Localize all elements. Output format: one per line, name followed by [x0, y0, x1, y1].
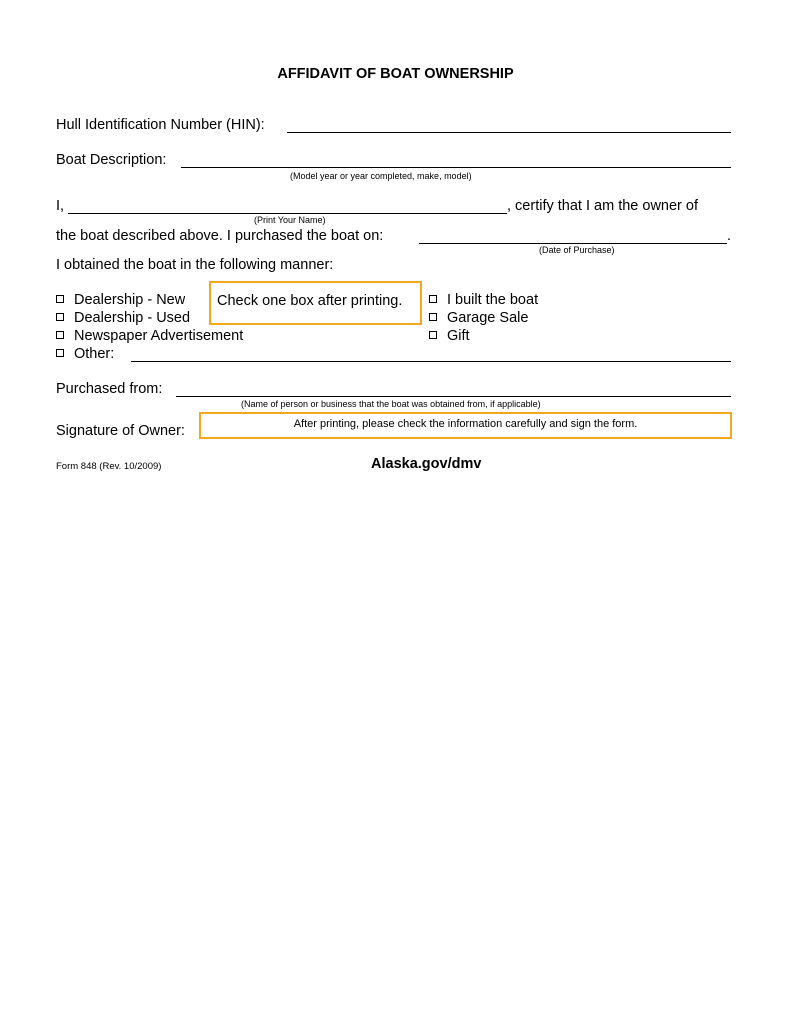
i-label: I, — [56, 198, 65, 214]
purchased-from-hint: (Name of person or business that the boat was obtained from, if applicable) — [241, 399, 541, 409]
checkbox[interactable] — [56, 349, 64, 357]
checkbox[interactable] — [429, 313, 437, 321]
form-title: AFFIDAVIT OF BOAT OWNERSHIP — [277, 66, 514, 82]
purchased-on-label: the boat described above. I purchased the boat on: — [56, 228, 384, 244]
option-other[interactable]: Other: — [56, 346, 114, 362]
boat-description-hint: (Model year or year completed, make, model) — [290, 171, 472, 181]
check-note-text: Check one box after printing. — [217, 293, 403, 309]
checkbox[interactable] — [56, 295, 64, 303]
option-dealership-used[interactable]: Dealership - Used — [56, 310, 190, 326]
purchased-from-label: Purchased from: — [56, 381, 163, 397]
purchase-date-field-line[interactable] — [419, 243, 727, 244]
option-garage-sale[interactable]: Garage Sale — [429, 310, 528, 326]
hin-field-line[interactable] — [287, 132, 731, 133]
boat-description-label: Boat Description: — [56, 152, 167, 168]
purchased-from-field-line[interactable] — [176, 396, 731, 397]
boat-description-field-line[interactable] — [181, 167, 731, 168]
website-link[interactable]: Alaska.gov/dmv — [371, 456, 482, 472]
manner-label: I obtained the boat in the following manner: — [56, 257, 334, 273]
form-number: Form 848 (Rev. 10/2009) — [56, 461, 162, 472]
print-name-hint: (Print Your Name) — [254, 215, 326, 225]
option-dealership-new[interactable]: Dealership - New — [56, 292, 185, 308]
signature-note: After printing, please check the information carefully and sign the form. — [293, 418, 638, 430]
checkbox[interactable] — [429, 331, 437, 339]
hin-label: Hull Identification Number (HIN): — [56, 117, 265, 133]
option-built-boat[interactable]: I built the boat — [429, 292, 538, 308]
option-newspaper-advertisement[interactable]: Newspaper Advertisement — [56, 328, 243, 344]
signature-label: Signature of Owner: — [56, 423, 185, 439]
date-period: . — [727, 228, 732, 244]
checkbox[interactable] — [56, 331, 64, 339]
other-field-line[interactable] — [131, 361, 731, 362]
checkbox[interactable] — [56, 313, 64, 321]
option-gift[interactable]: Gift — [429, 328, 470, 344]
certify-text: , certify that I am the owner of — [507, 198, 698, 214]
print-name-field-line[interactable] — [68, 213, 507, 214]
checkbox[interactable] — [429, 295, 437, 303]
date-of-purchase-hint: (Date of Purchase) — [539, 245, 615, 255]
